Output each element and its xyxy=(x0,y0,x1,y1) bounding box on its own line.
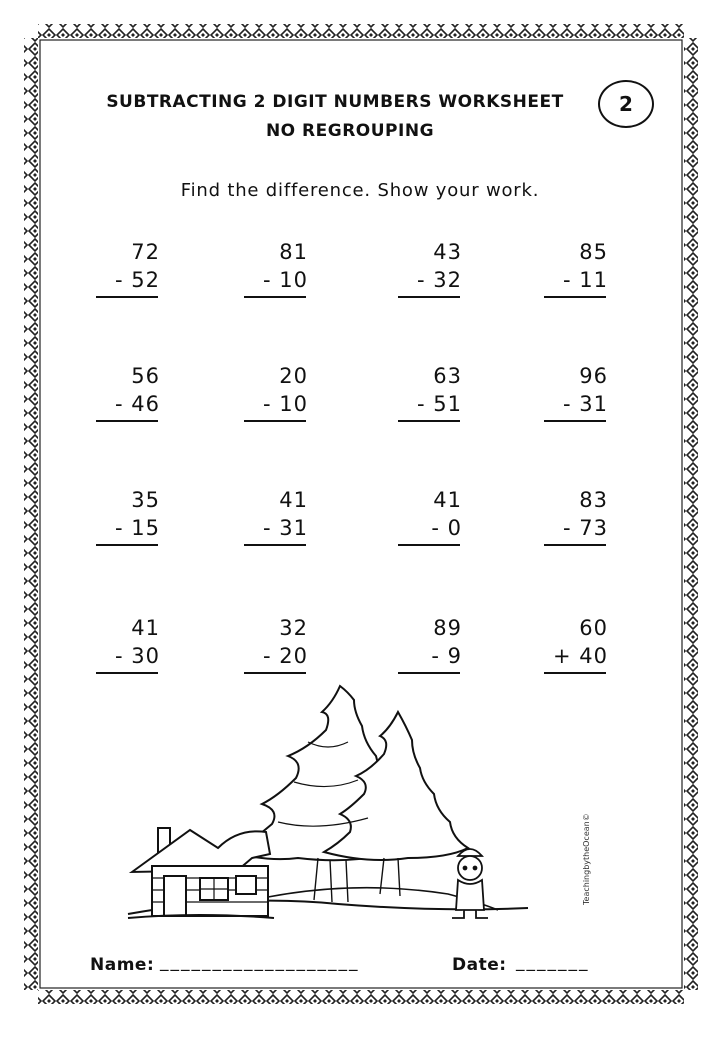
answer-line[interactable] xyxy=(544,544,606,546)
subtrahend: - 46 xyxy=(115,392,160,416)
answer-line[interactable] xyxy=(544,672,606,674)
subtrahend: - 10 xyxy=(263,268,308,292)
log-cabin-icon xyxy=(128,828,274,918)
minuend: 35 xyxy=(131,488,160,512)
subtrahend: - 9 xyxy=(431,644,462,668)
problem-10 xyxy=(248,486,308,546)
minuend: 41 xyxy=(131,616,160,640)
minuend: 43 xyxy=(433,240,462,264)
minuend: 72 xyxy=(131,240,160,264)
problem-2 xyxy=(248,238,308,298)
answer-line[interactable] xyxy=(96,296,158,298)
problem-16 xyxy=(548,614,608,674)
minuend: 32 xyxy=(279,616,308,640)
answer-line[interactable] xyxy=(544,296,606,298)
subtrahend: - 73 xyxy=(563,516,608,540)
minuend: 41 xyxy=(279,488,308,512)
name-label: Name: xyxy=(90,955,155,975)
answer-line[interactable] xyxy=(398,420,460,422)
minuend: 83 xyxy=(579,488,608,512)
subtrahend: - 30 xyxy=(115,644,160,668)
minuend: 96 xyxy=(579,364,608,388)
answer-line[interactable] xyxy=(96,672,158,674)
minuend: 20 xyxy=(279,364,308,388)
problem-8 xyxy=(548,362,608,422)
problem-12 xyxy=(548,486,608,546)
minuend: 85 xyxy=(579,240,608,264)
subtrahend: - 32 xyxy=(417,268,462,292)
subtrahend: - 31 xyxy=(263,516,308,540)
answer-line[interactable] xyxy=(244,296,306,298)
answer-line[interactable] xyxy=(398,544,460,546)
answer-line[interactable] xyxy=(544,420,606,422)
answer-line[interactable] xyxy=(96,420,158,422)
minuend: 60 xyxy=(579,616,608,640)
date-label: Date: xyxy=(452,955,507,975)
problem-11 xyxy=(402,486,462,546)
problem-14 xyxy=(248,614,308,674)
subtrahend: - 0 xyxy=(431,516,462,540)
credit-text: TeachingbytheOcean© xyxy=(582,813,591,905)
subtrahend: - 51 xyxy=(417,392,462,416)
problem-1 xyxy=(100,238,160,298)
subtrahend: - 10 xyxy=(263,392,308,416)
minuend: 56 xyxy=(131,364,160,388)
worksheet-number-badge: 2 xyxy=(598,80,654,128)
subtrahend: - 52 xyxy=(115,268,160,292)
date-field[interactable]: _______ xyxy=(516,952,590,972)
elf-icon xyxy=(452,849,488,918)
problem-4 xyxy=(548,238,608,298)
problem-7 xyxy=(402,362,462,422)
subtrahend: - 15 xyxy=(115,516,160,540)
minuend: 89 xyxy=(433,616,462,640)
minuend: 41 xyxy=(433,488,462,512)
worksheet-title: SUBTRACTING 2 DIGIT NUMBERS WORKSHEET xyxy=(106,92,564,112)
problem-13 xyxy=(100,614,160,674)
instructions: Find the difference. Show your work. xyxy=(180,180,540,201)
winter-scene-illustration xyxy=(118,682,538,932)
worksheet-subtitle: NO REGROUPING xyxy=(265,121,435,141)
subtrahend: - 31 xyxy=(563,392,608,416)
subtrahend: - 11 xyxy=(563,268,608,292)
answer-line[interactable] xyxy=(244,672,306,674)
problem-5 xyxy=(100,362,160,422)
subtrahend: + 40 xyxy=(553,644,608,668)
answer-line[interactable] xyxy=(96,544,158,546)
answer-line[interactable] xyxy=(244,544,306,546)
answer-line[interactable] xyxy=(398,672,460,674)
problem-15 xyxy=(402,614,462,674)
answer-line[interactable] xyxy=(398,296,460,298)
minuend: 63 xyxy=(433,364,462,388)
answer-line[interactable] xyxy=(244,420,306,422)
name-field[interactable]: ___________________ xyxy=(160,952,360,972)
problem-9 xyxy=(100,486,160,546)
problem-6 xyxy=(248,362,308,422)
problem-3 xyxy=(402,238,462,298)
subtrahend: - 20 xyxy=(263,644,308,668)
minuend: 81 xyxy=(279,240,308,264)
